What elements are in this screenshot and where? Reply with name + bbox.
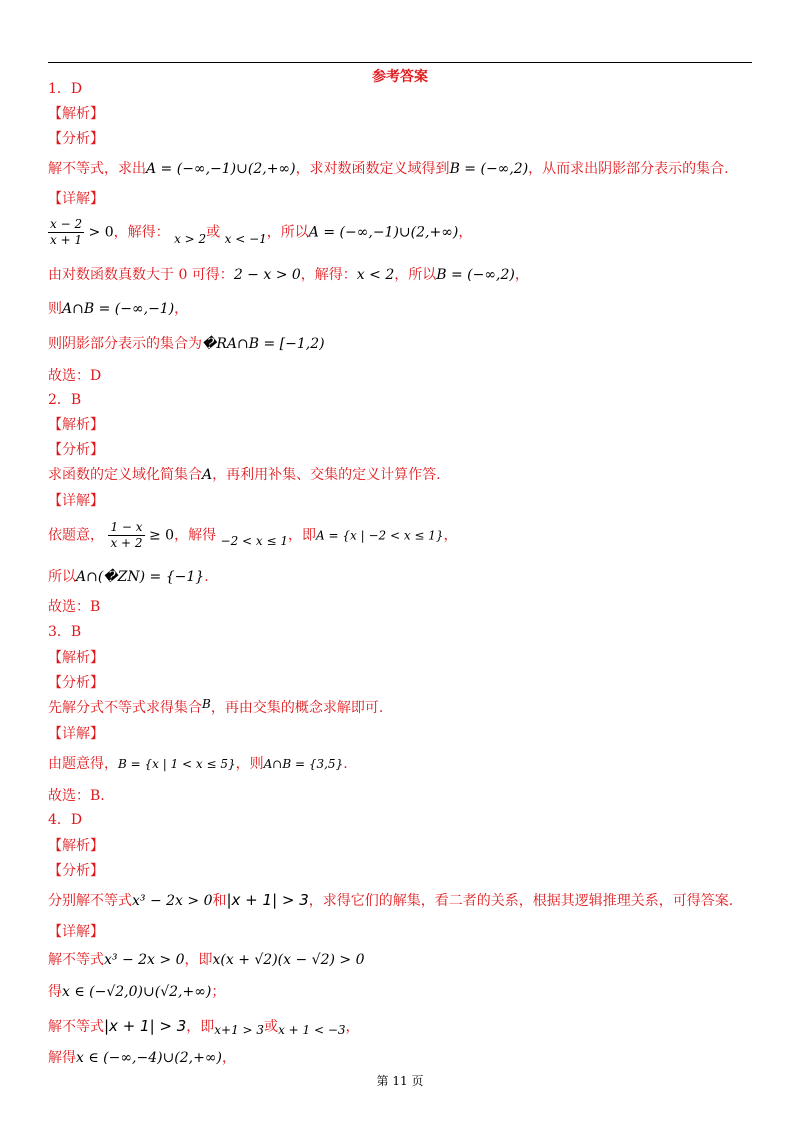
q1-answer: 1．D <box>48 81 83 97</box>
page-title: 参考答案 <box>372 69 428 85</box>
q1-final: 故选：D <box>48 368 102 384</box>
q2-jiexi: 【解析】 <box>48 417 104 433</box>
q1-line2: 由对数函数真数大于 0 可得：2 − x > 0，解得：x < 2，所以B = (−∞,2)， <box>48 267 529 283</box>
q3-jiexi: 【解析】 <box>48 650 104 666</box>
q1-line4: 则阴影部分表示的集合为�RA∩B = [−1,2) <box>48 336 325 352</box>
q4-fenxi-text: 分别解不等式x³ − 2x > 0和|x + 1| > 3，求得它们的解集，看二者的关系，根据其逻辑推理关系，可得答案. <box>48 891 734 909</box>
q4-jiexi: 【解析】 <box>48 838 104 854</box>
q4-answer: 4．D <box>48 812 83 828</box>
q1-line1: $\frac{x - 2}{x + 1}$ > 0，解得： x > 2或 x < −1，所以A = (−∞,−1)∪(2,+∞)， <box>50 217 473 247</box>
q2-xiangjie: 【详解】 <box>48 493 104 509</box>
q2-fenxi: 【分析】 <box>48 442 104 458</box>
q4-xiangjie: 【详解】 <box>48 924 104 940</box>
q2-line2: 所以A∩(�ZN) = {−1}. <box>48 569 209 585</box>
header-rule <box>48 62 752 63</box>
q1-line3: 则A∩B = (−∞,−1)， <box>48 301 189 317</box>
q2-final: 故选：B <box>48 599 101 615</box>
q2-fraction: $\frac{1 - x}{x + 2}$ <box>110 520 143 550</box>
q2-answer: 2．B <box>48 392 82 408</box>
q4-line3: 解不等式|x + 1| > 3，即x+1 > 3或x + 1 < −3， <box>48 1017 360 1037</box>
q4-line2: 得x ∈ (−√2,0)∪(√2,+∞)； <box>48 984 226 1000</box>
q1-fenxi-text: 解不等式，求出A = (−∞,−1)∪(2,+∞)，求对数函数定义域得到B = (−∞,2)，从而求出阴影部分表示的集合. <box>48 161 729 177</box>
q1-xiangjie: 【详解】 <box>48 191 104 207</box>
q2-line1: 依题意， $\frac{1 - x}{x + 2}$ ≥ 0，解得 −2 < x ≤ 1，即A = {x | −2 < x ≤ 1}， <box>48 520 458 550</box>
q1-fraction: $\frac{x - 2}{x + 1}$ <box>50 217 83 247</box>
q1-jiexi: 【解析】 <box>48 106 104 122</box>
q3-fenxi: 【分析】 <box>48 675 104 691</box>
q3-fenxi-text: 先解分式不等式求得集合B，再由交集的概念求解即可. <box>48 697 384 716</box>
q2-fenxi-text: 求函数的定义域化简集合A，再利用补集、交集的定义计算作答. <box>48 467 441 483</box>
q3-line1: 由题意得，B = {x | 1 < x ≤ 5}，则A∩B = {3,5}. <box>48 756 348 772</box>
q4-line1: 解不等式x³ − 2x > 0，即x(x + √2)(x − √2) > 0 <box>48 952 365 968</box>
q3-final: 故选：B. <box>48 788 105 804</box>
q3-answer: 3．B <box>48 624 82 640</box>
page-number: 第 11 页 <box>376 1074 424 1088</box>
q4-line4: 解得x ∈ (−∞,−4)∪(2,+∞)， <box>48 1050 236 1066</box>
q1-fenxi: 【分析】 <box>48 131 104 147</box>
q4-fenxi: 【分析】 <box>48 863 104 879</box>
q3-xiangjie: 【详解】 <box>48 726 104 742</box>
